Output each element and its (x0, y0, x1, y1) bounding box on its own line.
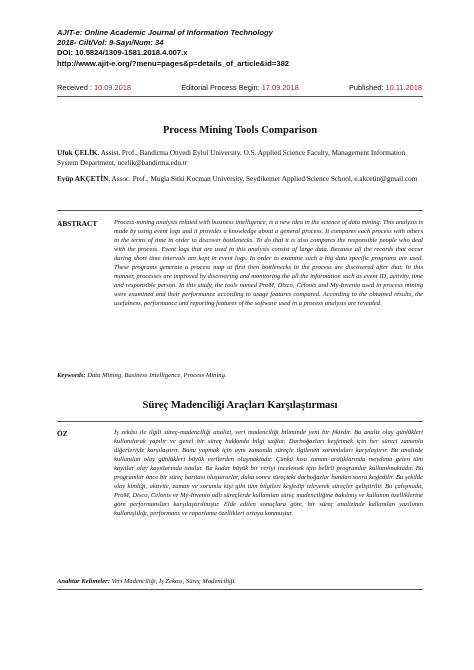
paper-title-en: Process Mining Tools Comparison (162, 125, 318, 136)
oz-top-divider (57, 421, 423, 422)
author-2-info: , Assoc. Prof., Mugla Sitki Kocman University, Seydikemer Applied Science School, e.akcetin@gmail.com (108, 175, 418, 183)
author-2-name: Eyüp AKÇETİN (57, 175, 109, 183)
journal-url[interactable]: http://www.ajit-e.org/?menu=pages&p=details_of_article&id=382 (57, 58, 290, 68)
received-date: Received : 10.09.2018 (57, 83, 131, 92)
header-divider (57, 96, 423, 97)
journal-issue: 2018- Cilt/Vol: 9-Sayı/Num: 34 (57, 38, 164, 48)
author-1 (57, 149, 423, 168)
journal-header (57, 28, 437, 69)
author-2 (57, 175, 423, 185)
keywords-divider (57, 589, 423, 590)
oz-text: İş zekâsı ile ilgili süreç-madenciliği analizi, veri madenciliği biliminde yeni bir fikirdir. Bu analiz olay günlükleri kullanılarak yapılır ve genel bir süreç hakkında bilgi sağlar. Darboğazları keşfetmek için her süreci zamanla diğerleriyle karşılaştırır. Bunu yapmak için aynı zamanda süreçle ilgilenen sorumluları karşılaştırır. Bu analizde kullanılan olay günlükleri büyük verilerden oluşmaktadır. Çünkü kısa zaman aralıklarında meydana gelen tüm kayıtlar olay kayıtlarında tutulur. Bu kadar büyük bir veriyi incelemek için belirli programlar kullanılmaktadır. Bu programlar önce bir süreç haritası oluştururlar, daha sonra süreçteki darboğazlar bundan sonra keşfedilir. Bu şekilde olay kimliği, aktivite, zaman ve sorumlu kişi gibi tüm bilgileri keşfedip izleyerek süreçler geliştirilir. Bu çalışmada, ProM, Disco, Celonis ve My-Invenio adlı süreçlerde kullanılan süreç madenciliğine bakılmış ve kullanım özelliklerine göre performansları karşılaştırılmıştır. Elde edilen sonuçlara göre, bir süreç analizinde kullanılan yazılımın kullanışlılığı, performans ve raporlama özellikleri ortaya konmuştur. (114, 429, 423, 517)
journal-name: AJIT-e: Online Academic Journal of Information Technology (57, 28, 273, 37)
author-1-name: Ufuk ÇELİK (57, 149, 98, 157)
published-date: Published: 10.11.2018 (348, 83, 422, 92)
keywords-tr: Anahtar Kelimeler: Veri Madenciliği, İş Zekası, Süreç Madenciliği. (57, 578, 236, 585)
paper-title-tr: Süreç Madenciliği Araçları Karşılaştırması (142, 400, 338, 411)
author-1-info: , Assist. Prof., Bandirma Onyedi Eylul University, O.S. Applied Science Faculty, Management Information System Department, ucelik@bandirma.edu.tr (57, 149, 406, 167)
abstract-text: Process-mining analysis related with business intelligence, is a new idea in the science of data mining. This analysis is made by using event logs and it provides a knowledge about a general process. It compares each process with others in the terms of time in order to discover bottlenecks. To do that it is also compares the responsible people who deal with the process. Event logs that are used in this analysis consist of large data. Because all the records that occur during short time intervals are kept in event logs. In order to examine such a big data specific programs are used. These programs generate a process map at first then bottlenecks in the process are discovered after that. In this manner, processes are improved by discovering and monitoring the all the information such as event ID, activity, time and responsible person. In this study, the tools named ProM, Disco, Celonis and My-Invenio used in process mining were examined and their performance according to usage features compared. According to the obtained results, the usefulness, performance and reporting features of the software used in a process analysis are revealed. (114, 219, 423, 307)
abstract-label: ABSTRACT (57, 219, 98, 228)
keywords-en: Keywords: Data Mining, Business Intelligence, Process Mining. (57, 372, 227, 379)
abstract-top-divider (57, 210, 423, 211)
oz-label: ÖZ (57, 429, 68, 438)
dates-line (57, 83, 422, 92)
editorial-date: Editorial Process Begin: 17.09.2018 (181, 83, 299, 92)
journal-doi: DOI: 10.5824/1309-1581.2018.4.007.x (57, 48, 188, 58)
